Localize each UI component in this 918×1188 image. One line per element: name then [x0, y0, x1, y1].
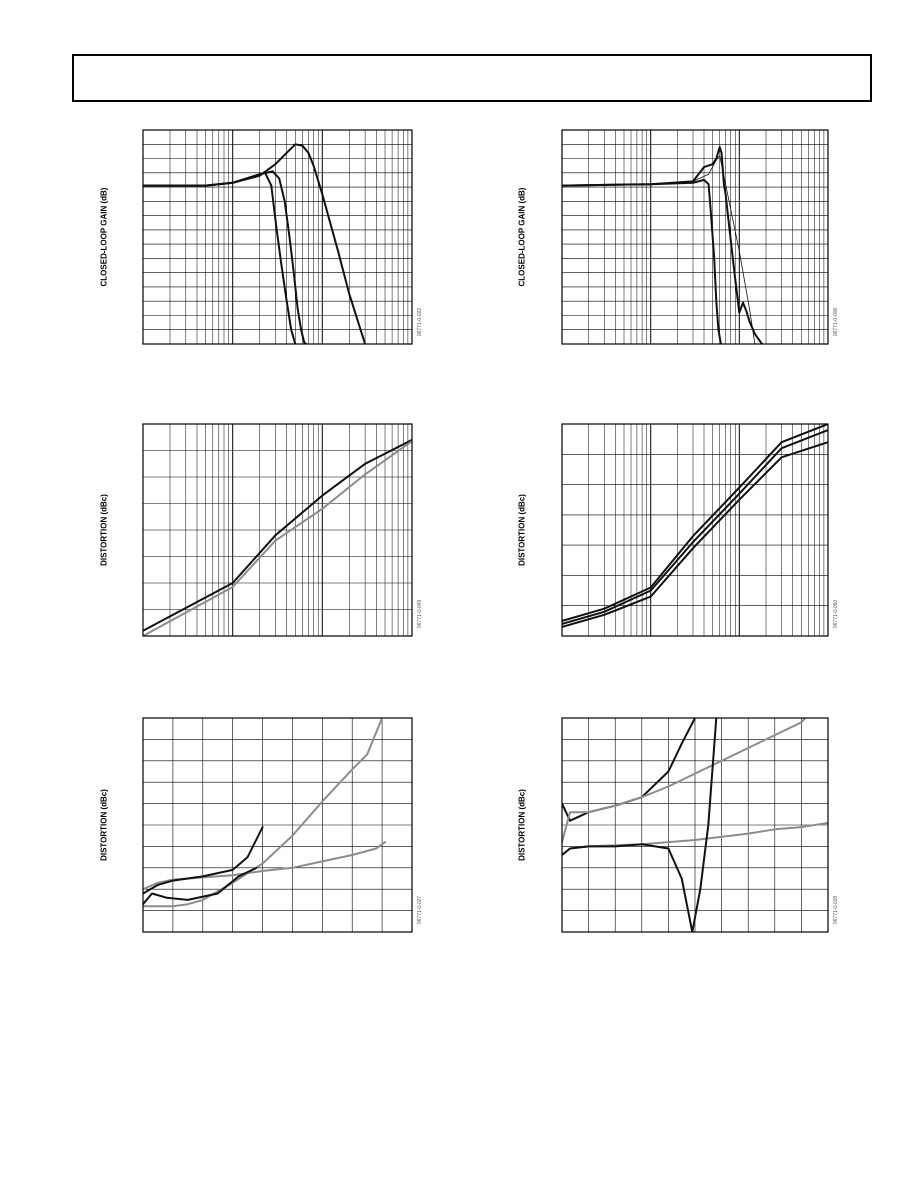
figure-id: 06771-0-028 — [833, 895, 839, 925]
chart-svg — [143, 718, 412, 932]
chart-panel — [143, 424, 412, 636]
series-line-2 — [143, 441, 412, 636]
chart-svg — [143, 130, 412, 344]
y-axis-label: DISTORTION (dBc) — [517, 494, 527, 566]
figure-id: 06771-0-006 — [833, 307, 839, 337]
figure-id: 06771-0-027 — [417, 895, 423, 925]
series-line-1 — [143, 675, 390, 906]
chart-panel — [562, 130, 828, 344]
y-axis-label: DISTORTION (dBc) — [99, 789, 109, 861]
figure-id: 06771-0-022 — [417, 307, 423, 337]
figure-id: 06771-0-049 — [417, 599, 423, 629]
chart-panel — [562, 718, 828, 932]
series-line-2 — [562, 430, 828, 624]
series-line-1 — [562, 424, 828, 621]
series-line-1 — [143, 440, 412, 631]
series-line-4 — [143, 868, 257, 904]
chart-panel — [143, 130, 412, 344]
figure-id: 06771-0-050 — [833, 599, 839, 629]
series-line-2 — [143, 842, 385, 889]
chart-svg — [562, 718, 828, 932]
series-line-1 — [562, 147, 762, 344]
y-axis-label: DISTORTION (dBc) — [517, 789, 527, 861]
chart-svg — [562, 130, 828, 344]
series-line-2 — [562, 707, 815, 842]
y-axis-label: DISTORTION (dBc) — [99, 494, 109, 566]
chart-panel — [143, 718, 412, 932]
chart-svg — [143, 424, 412, 636]
y-axis-label: CLOSED-LOOP GAIN (dB) — [99, 187, 109, 287]
chart-panel — [562, 424, 828, 636]
chart-svg — [562, 424, 828, 636]
series-line-2 — [143, 171, 306, 344]
series-line-2 — [562, 180, 721, 344]
y-axis-label: CLOSED-LOOP GAIN (dB) — [517, 187, 527, 287]
series-line-1 — [562, 718, 695, 821]
plot-frame — [562, 130, 828, 344]
page-header-box — [72, 54, 872, 102]
